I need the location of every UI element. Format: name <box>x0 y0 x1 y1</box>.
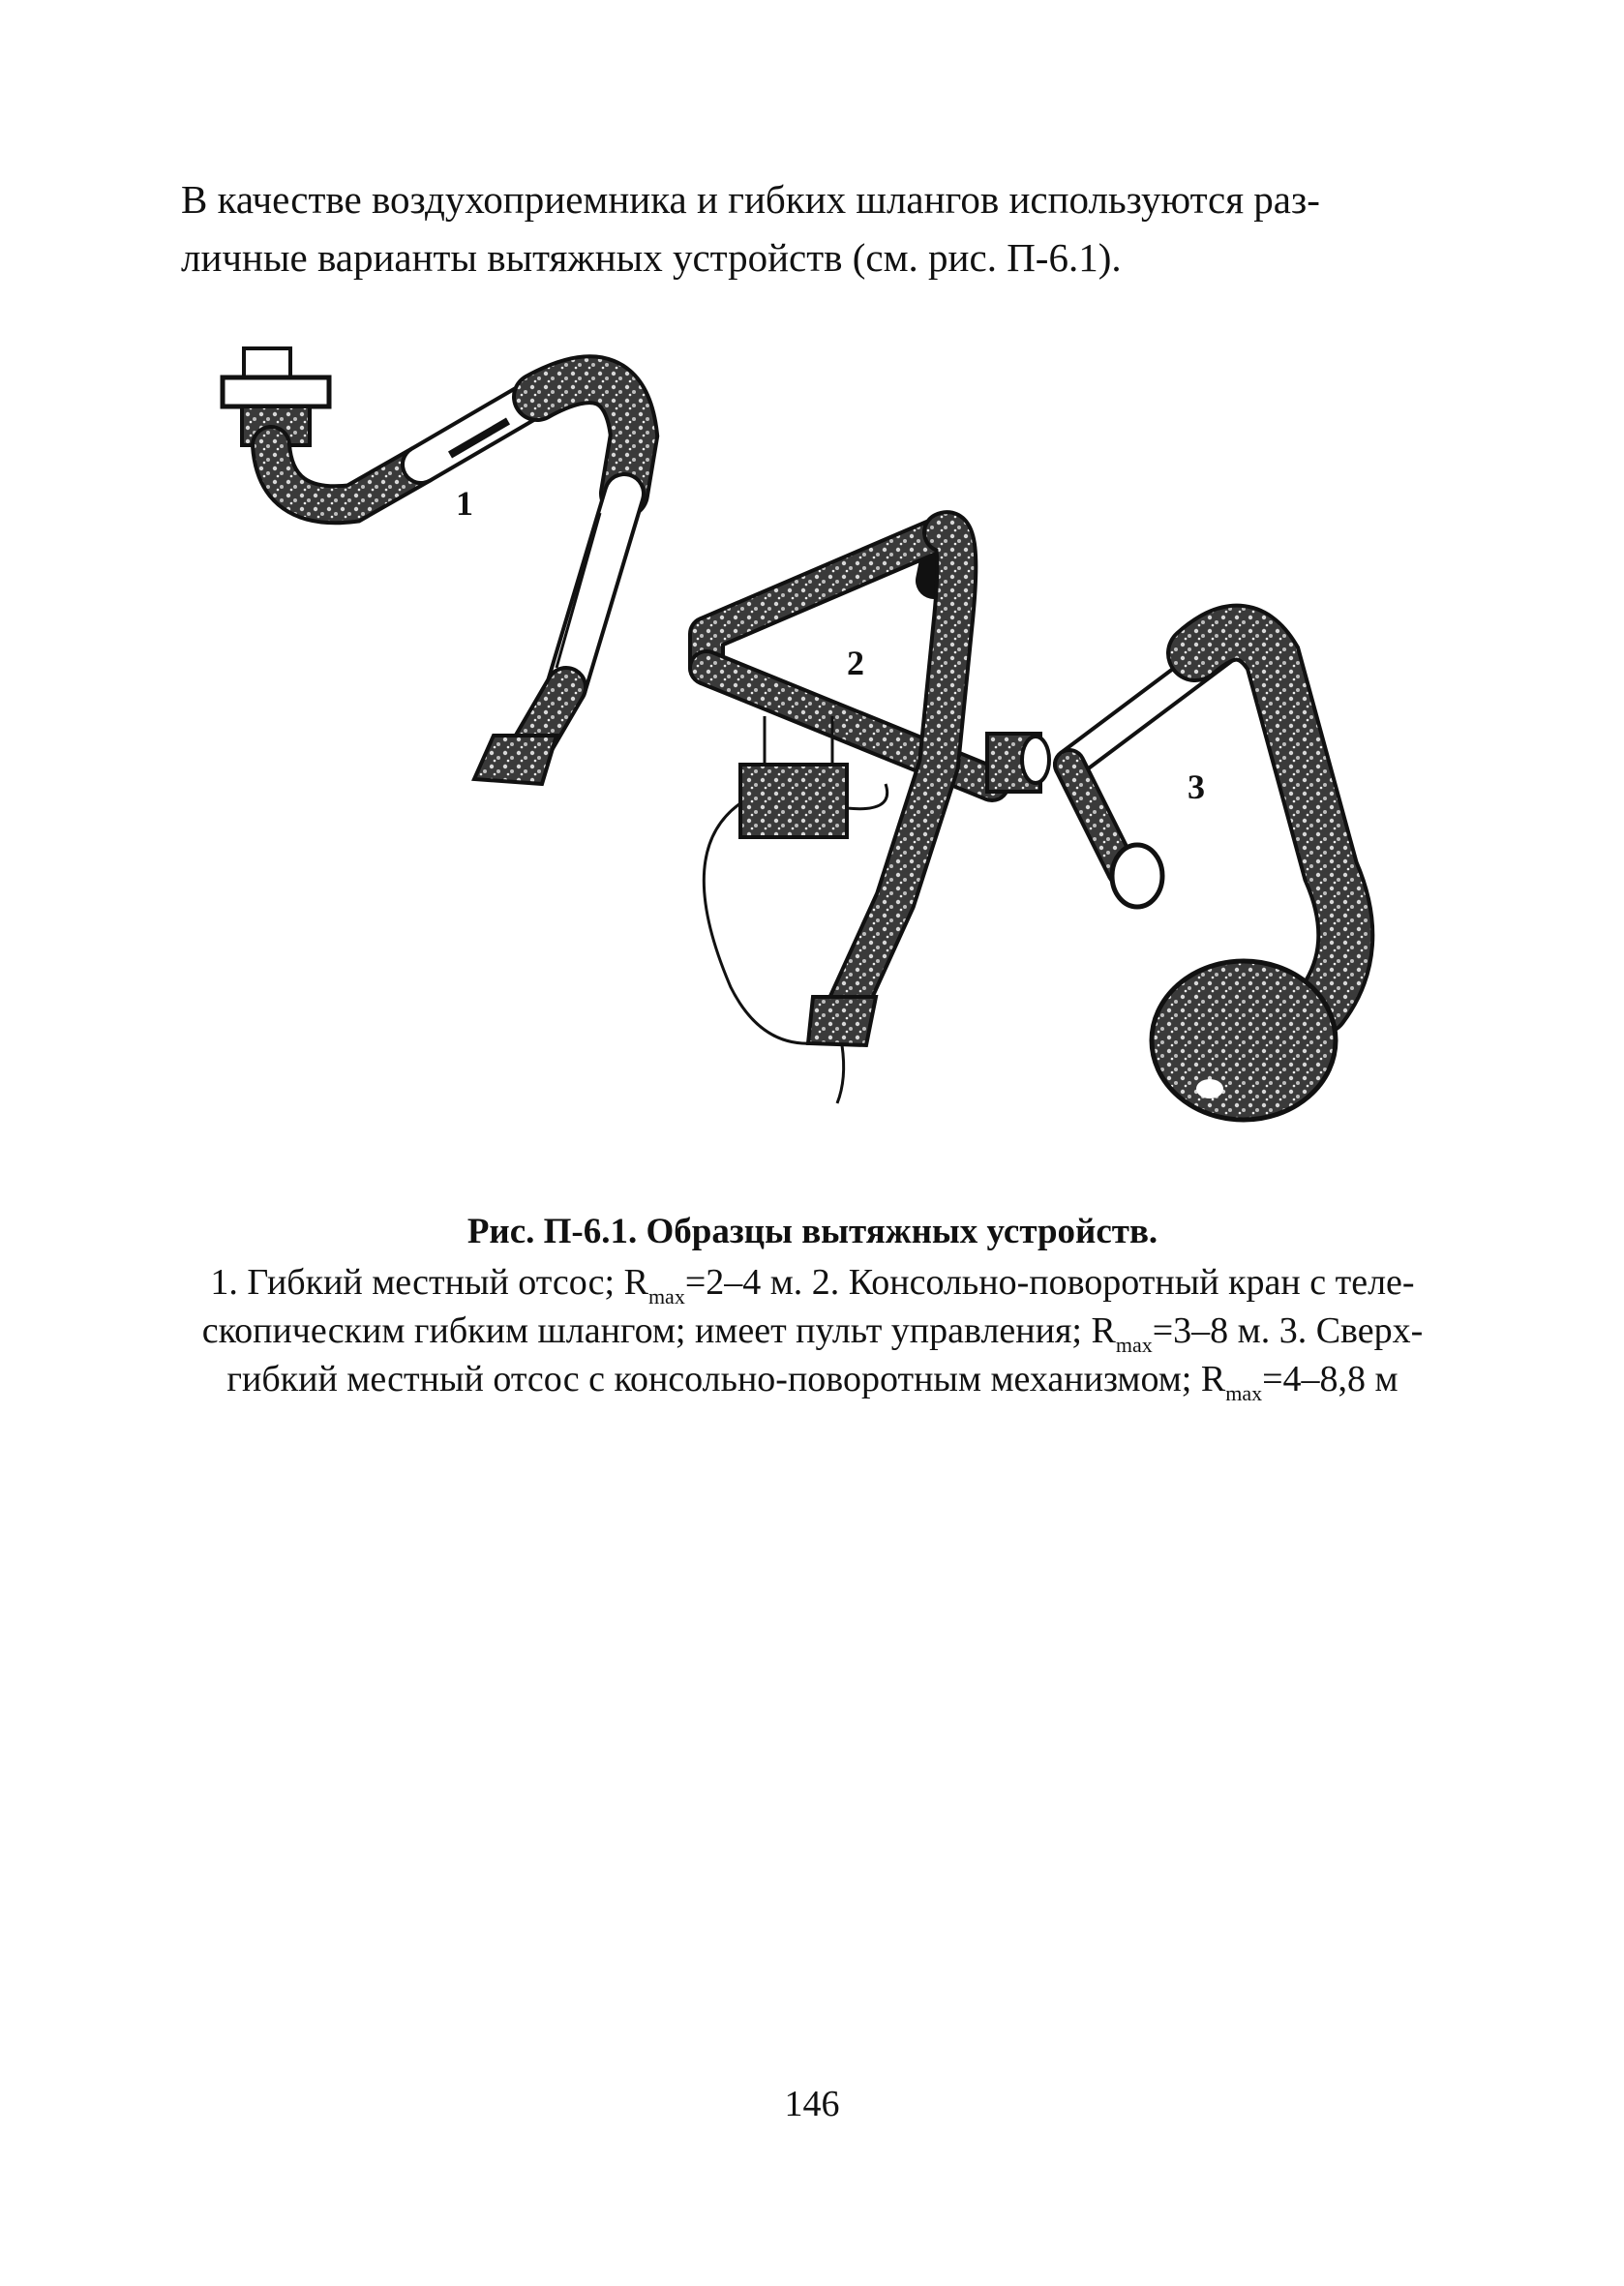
device-1-illustration <box>223 348 634 784</box>
page-number: 146 <box>784 2084 840 2124</box>
intro-line-2: личные варианты вытяжных устройств (см. рис. П-6.1). <box>181 235 1122 280</box>
caption-line-3-text-a: гибкий местный отсос с консольно-поворотным механизмом; R <box>226 1359 1226 1399</box>
caption-line-2 <box>181 1307 1444 1355</box>
caption-line-1-text-b: =2–4 м. 2. Консольно-поворотный кран с теле- <box>684 1262 1415 1303</box>
caption-line-2-text-b: =3–8 м. 3. Сверх- <box>1152 1310 1424 1351</box>
caption-line-2-text-a: скопическим гибким шлангом; имеет пульт управления; R <box>201 1310 1116 1351</box>
device-3-label: 3 <box>1188 767 1205 806</box>
caption-line-1 <box>181 1258 1444 1307</box>
figure-caption <box>181 1208 1444 1403</box>
caption-line-1-text-a: 1. Гибкий местный отсос; R <box>210 1262 648 1303</box>
caption-line-1-subscript: max <box>647 1284 685 1308</box>
caption-line-3 <box>181 1355 1444 1403</box>
intro-paragraph <box>181 170 1444 286</box>
device-2-illustration <box>704 531 1049 1103</box>
figure-extraction-devices <box>218 329 1447 1181</box>
device-3-illustration <box>1069 633 1345 1120</box>
caption-title: Рис. П-6.1. Образцы вытяжных устройств. <box>466 1212 1158 1251</box>
device-1-label: 1 <box>456 484 473 523</box>
caption-line-3-subscript: max <box>1225 1381 1263 1405</box>
device-2-label: 2 <box>847 644 864 682</box>
caption-line-2-subscript: max <box>1115 1333 1153 1357</box>
intro-line-1: В качестве воздухоприемника и гибких шлангов используются раз- <box>181 177 1320 222</box>
caption-line-3-text-b: =4–8,8 м <box>1262 1359 1398 1399</box>
